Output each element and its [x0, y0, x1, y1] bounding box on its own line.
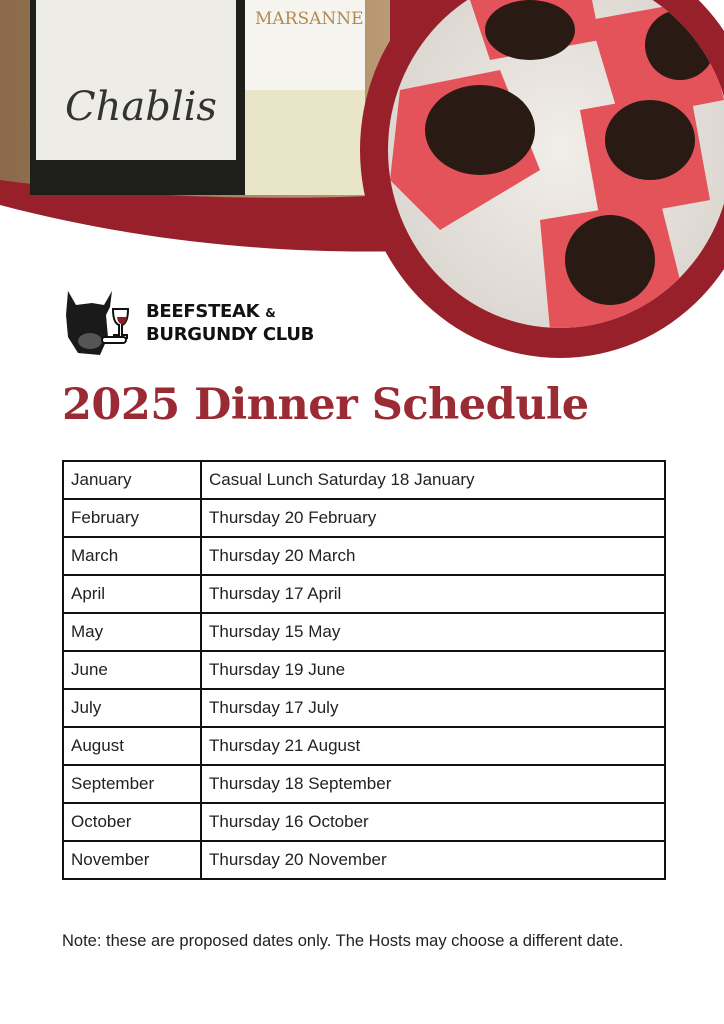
- table-row: [63, 689, 665, 727]
- date-cell: Thursday 21 August: [201, 727, 665, 765]
- table-row: [63, 727, 665, 765]
- date-cell: Thursday 15 May: [201, 613, 665, 651]
- month-cell: July: [63, 689, 201, 727]
- date-cell: Thursday 20 November: [201, 841, 665, 879]
- date-cell: Thursday 20 February: [201, 499, 665, 537]
- date-cell: Thursday 16 October: [201, 803, 665, 841]
- table-row: [63, 651, 665, 689]
- date-cell: Casual Lunch Saturday 18 January: [201, 461, 665, 499]
- wine-bottles-photo: [0, 0, 390, 198]
- month-cell: November: [63, 841, 201, 879]
- month-cell: September: [63, 765, 201, 803]
- month-cell: April: [63, 575, 201, 613]
- month-cell: June: [63, 651, 201, 689]
- month-cell: May: [63, 613, 201, 651]
- month-cell: August: [63, 727, 201, 765]
- note-text: Note: these are proposed dates only. The Hosts may choose a different date.: [62, 932, 624, 950]
- logo-line1: BEEFSTEAK: [146, 301, 260, 322]
- logo-ampersand: &: [265, 306, 276, 320]
- table-row: [63, 575, 665, 613]
- table-row: [63, 499, 665, 537]
- date-cell: Thursday 19 June: [201, 651, 665, 689]
- table-row: [63, 613, 665, 651]
- marsanne-label: MARSANNE: [255, 9, 364, 29]
- month-cell: March: [63, 537, 201, 575]
- table-row: [63, 841, 665, 879]
- table-row: [63, 461, 665, 499]
- dinner-schedule-table: [62, 460, 666, 880]
- month-cell: January: [63, 461, 201, 499]
- table-row: [63, 803, 665, 841]
- date-cell: Thursday 18 September: [201, 765, 665, 803]
- table-row: [63, 765, 665, 803]
- date-cell: Thursday 20 March: [201, 537, 665, 575]
- logo-line2: BURGUNDY CLUB: [146, 324, 315, 345]
- date-cell: Thursday 17 July: [201, 689, 665, 727]
- page-title: 2025 Dinner Schedule: [62, 380, 589, 430]
- date-cell: Thursday 17 April: [201, 575, 665, 613]
- table-row: [63, 537, 665, 575]
- month-cell: February: [63, 499, 201, 537]
- bull-with-wine-glass-icon: [62, 287, 134, 359]
- month-cell: October: [63, 803, 201, 841]
- club-logo: [62, 287, 314, 359]
- chablis-label: Chablis: [65, 84, 217, 130]
